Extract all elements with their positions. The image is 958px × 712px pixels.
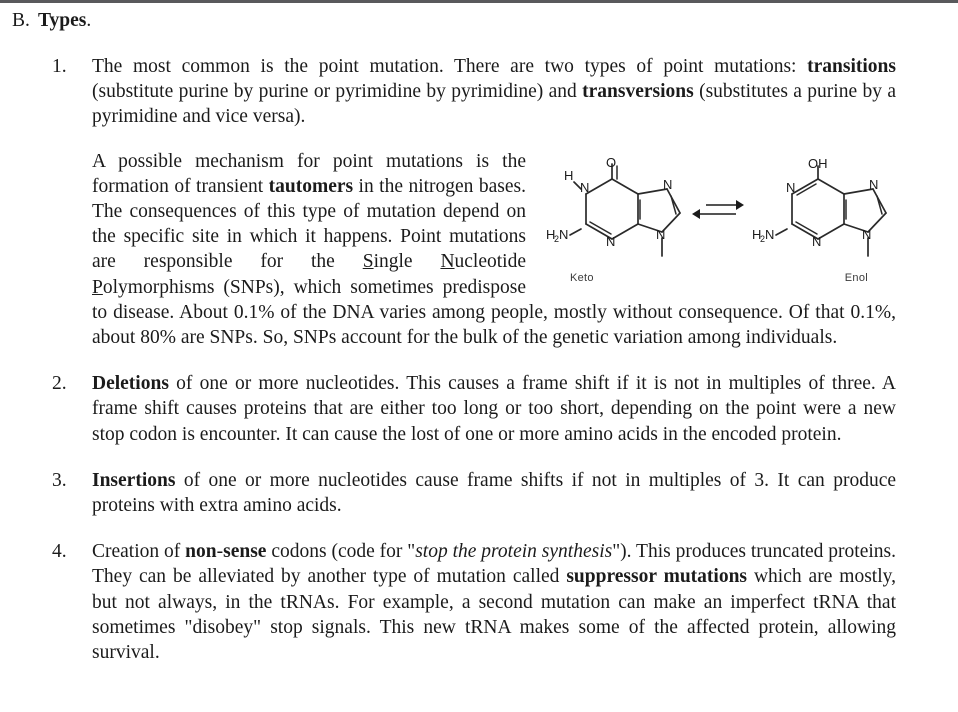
list-item-marker: 4. — [52, 541, 67, 563]
paragraph-deletions — [92, 371, 896, 447]
text-run-normal-2: (substitute purine by purine or pyrimidine by pyrimidine) and — [92, 81, 583, 103]
page-content — [0, 3, 958, 665]
section-marker: B. — [12, 10, 30, 31]
text-run-normal-1: of one or more nucleotides. This causes a frame shift if it is not in multiples of three. A frame shift causes proteins that are either too long or too short, depending on the point were a new stop codon is encounter. It can cause the lost of one or more amino acids in the encoded protein. — [92, 373, 896, 445]
keto-carbonyl-o-label: O — [606, 154, 617, 170]
text-run-italic-5: stop the protein synthesis — [415, 541, 613, 563]
text-run-underline-5: N — [440, 251, 455, 273]
text-run-normal-4: codons (code for " — [266, 541, 416, 563]
list-item-body — [92, 468, 958, 518]
text-run-normal-4: ingle — [373, 251, 441, 273]
enol-n9-label: N — [862, 226, 872, 242]
figure-structures-row — [540, 154, 896, 262]
enol-structure-svg — [746, 155, 896, 262]
list-item — [0, 54, 958, 350]
page-title — [38, 8, 91, 33]
text-run-normal-1: of one or more nucleotides cause frame shifts if not in multiples of 3. It can produce proteins with extra amino acids. — [92, 469, 896, 517]
keto-n7-label: N — [663, 176, 673, 192]
enol-structure — [746, 155, 896, 262]
text-run-normal-6: ucleotide — [454, 251, 526, 273]
text-run-normal-0: The most common is the point mutation. There are two types of point mutations: — [92, 56, 808, 77]
keto-n3-label: N — [606, 233, 616, 249]
list-item-body — [92, 54, 958, 350]
section-heading — [0, 3, 958, 33]
text-run-normal-0: Creation of — [92, 541, 186, 563]
enol-hydroxyl-label: OH — [808, 155, 828, 171]
text-run-normal-0: A possible mechanism for point mutations is the formation of transient — [92, 150, 526, 197]
list-item-marker: 2. — [52, 373, 67, 395]
text-run-bold-1: transitions — [807, 56, 896, 77]
enol-caption: Enol — [844, 271, 868, 284]
list-item — [0, 371, 958, 447]
figure-captions — [540, 262, 896, 291]
text-run-bold-1: tautomers — [268, 175, 354, 197]
equilibrium-arrow-icon — [692, 197, 744, 223]
keto-amine-h-label: H — [546, 226, 556, 242]
text-run-normal-2: - — [216, 541, 224, 563]
keto-structure-svg — [540, 154, 690, 262]
text-run-normal-2: in the nitrogen bases. The consequences of this type of mutation depend on the specific site in which it happens. Point mutations are responsible for the — [92, 175, 526, 273]
paragraph-point-mutation-intro — [92, 54, 896, 130]
keto-amine-sub-label: 2 — [554, 233, 560, 244]
list-item — [0, 539, 958, 665]
text-run-bold-1: non — [185, 541, 217, 563]
equilibrium-arrow-svg — [692, 197, 744, 223]
list-item — [0, 468, 958, 518]
text-run-bold-3: transversions — [582, 81, 694, 103]
keto-n1-h-label: H — [564, 167, 574, 183]
enol-n1-label: N — [786, 179, 796, 195]
paragraph-insertions — [92, 468, 896, 518]
keto-n9-label: N — [656, 226, 666, 242]
text-run-normal-8: olymorphisms (SNPs), which sometimes predispose to disease. About 0.1% of the DNA varies among people, mostly without consequence. Of that 0.1%, about 80% are SNPs. So, SNPs account for the bulk of the genetic variation among individuals. — [92, 276, 896, 349]
text-run-bold-0: Deletions — [92, 373, 169, 395]
section-title-period: . — [86, 10, 92, 31]
keto-amine-n-label: N — [559, 226, 569, 242]
text-run-bold-3: sense — [223, 541, 267, 563]
figure-guanine-tautomers — [540, 154, 896, 286]
list-item-marker: 1. — [52, 56, 67, 77]
keto-n1-label: N — [580, 179, 590, 195]
keto-structure — [540, 154, 690, 262]
text-run-bold-0: Insertions — [92, 469, 176, 491]
list-item-body — [92, 539, 958, 665]
text-run-underline-3: S — [362, 251, 374, 273]
paragraph-nonsense-codons — [92, 539, 896, 665]
keto-caption: Keto — [570, 271, 594, 284]
text-run-underline-7: P — [92, 276, 103, 298]
text-run-normal-4: (substitutes a purine by a pyrimidine and vice versa). — [92, 81, 896, 128]
text-run-normal-6: "). This produces truncated proteins. They can be alleviated by another type of mutation called — [92, 541, 896, 588]
paragraph-tautomers-snps — [92, 149, 896, 351]
list-item-marker: 3. — [52, 469, 67, 491]
enol-n3-label: N — [812, 233, 822, 249]
text-run-normal-8: which are mostly, but not always, in the tRNAs. For example, a second mutation can make an imperfect tRNA that sometimes "disobey" stop signals. This new tRNA makes some of the affected protein, allowing survival. — [92, 566, 896, 664]
enol-amine-sub-label: 2 — [760, 233, 766, 244]
enol-amine-n-label: N — [765, 226, 775, 242]
text-run-bold-7: suppressor mutations — [566, 566, 748, 588]
enol-amine-h-label: H — [752, 226, 762, 242]
section-title-text: Types — [38, 10, 87, 31]
enol-n7-label: N — [869, 176, 879, 192]
list-item-body — [92, 371, 958, 447]
